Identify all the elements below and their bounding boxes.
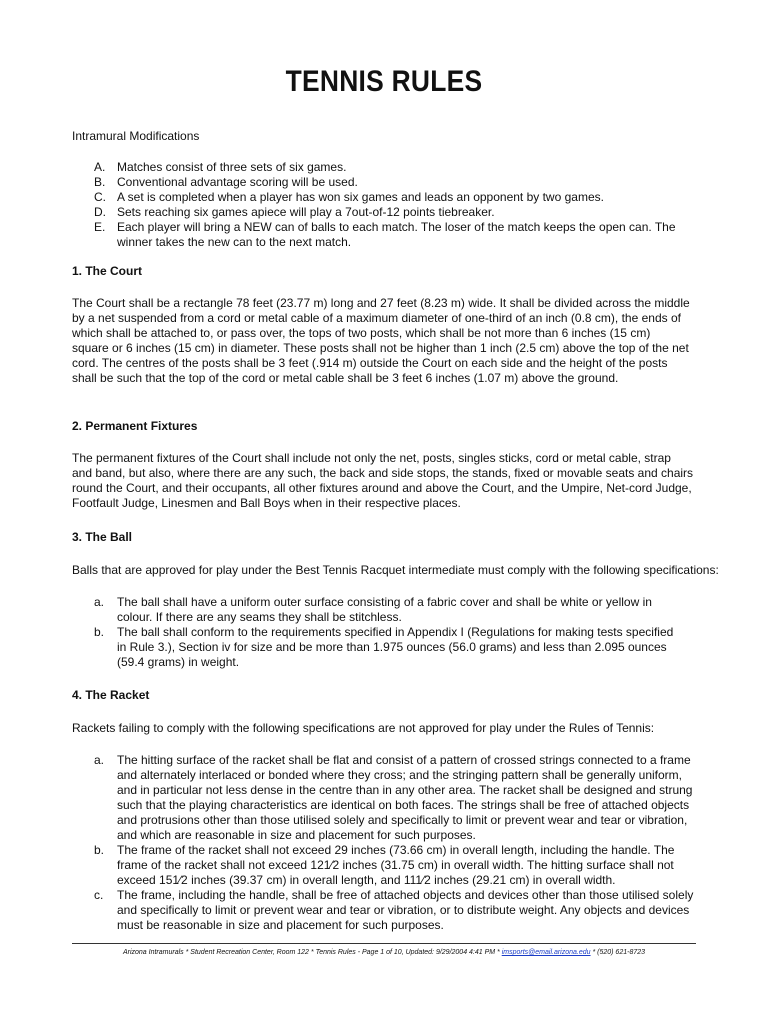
list-item: D. Sets reaching six games apiece will play a 7out-of-12 points tiebreaker.	[94, 205, 495, 219]
section-heading-ball: 3. The Ball	[72, 530, 133, 544]
list-item: a. The hitting surface of the racket shall be flat and consist of a pattern of crossed strings connected to a frame and alternately interlaced or bonded where they cross; and the stringing pattern shall be generally uniform, and in particular not less dense in the centre than in any other area. The racket shall be designed and strung such that the playing characteristics are identical on both faces. The strings shall be free of attached objects and protrusions other than those utilised solely and specifically to limit or prevent wear and tear or vibration, and which are reasonable in size and placement for such purposes.	[94, 753, 693, 842]
list-item: b. The ball shall conform to the requirements specified in Appendix I (Regulations for making tests specified in Rule 3.), Section iv for size and be more than 1.975 ounces (56.0 grams) and less than 2.095 ounces (59.4 grams) in weight.	[94, 625, 674, 669]
page-footer	[0, 948, 768, 958]
footer-divider	[72, 943, 696, 944]
section-heading-court: 1. The Court	[72, 264, 143, 278]
section-body-court: The Court shall be a rectangle 78 feet (23.77 m) long and 27 feet (8.23 m) wide. It shall be divided across the middle by a net suspended from a cord or metal cable of a maximum diameter of one-third of an inch (0.8 cm), the ends of which shall be attached to, or pass over, the tops of two posts, which shall be not more than 6 inches (15 cm) square or 6 inches (15 cm) in diameter. These posts shall not be higher than 1 inch (2.5 cm) above the top of the net cord. The centres of the posts shall be 3 feet (.914 m) outside the Court on each side and the height of the posts shall be such that the top of the cord or metal cable shall be 3 feet 6 inches (1.07 m) above the ground.	[72, 296, 690, 385]
section-body-racket: Rackets failing to comply with the following specifications are not approved for play under the Rules of Tennis:	[72, 721, 655, 735]
section-body-fixtures: The permanent fixtures of the Court shall include not only the net, posts, singles sticks, cord or metal cable, strap and band, but also, where there are any such, the back and side stops, the stands, fixed or movable seats and chairs round the Court, and their occupants, all other fixtures around and above the Court, and the Umpire, Net-cord Judge, Footfault Judge, Linesmen and Ball Boys when in their respective places.	[72, 451, 694, 510]
list-item: c. The frame, including the handle, shall be free of attached objects and devices other than those utilised solely and specifically to limit or prevent wear and tear or vibration, or to distribute weight. Any objects and devices must be reasonable in size and placement for such purposes.	[94, 888, 694, 932]
modifications-list	[72, 160, 762, 250]
section-heading-fixtures: 2. Permanent Fixtures	[72, 419, 198, 433]
section-body-ball: Balls that are approved for play under the Best Tennis Racquet intermediate must comply with the following specifications:	[72, 563, 719, 577]
ball-spec-list	[72, 595, 694, 670]
section-heading-racket: 4. The Racket	[72, 688, 150, 702]
intro-text: Intramural Modifications	[72, 129, 200, 143]
page-title: TENNIS RULES	[285, 65, 483, 98]
list-item: A. Matches consist of three sets of six games.	[94, 160, 347, 174]
list-item: E. Each player will bring a NEW can of balls to each match. The loser of the match keeps the open can. The winner takes the new can to the next match.	[94, 220, 676, 249]
racket-spec-list	[72, 753, 704, 933]
footer-text: Arizona Intramurals * Student Recreation Center, Room 122 * Tennis Rules - Page 1 of 10, Updated: 9/29/2004 4:41 PM *	[122, 949, 502, 956]
list-item: a. The ball shall have a uniform outer surface consisting of a fabric cover and shall be white or yellow in colour. If there are any seams they shall be stitchless.	[94, 595, 652, 624]
footer-phone: * (520) 621-8723	[590, 949, 646, 956]
footer-email-link[interactable]: imsports@email.arizona.edu	[501, 949, 591, 956]
list-item: B. Conventional advantage scoring will be used.	[94, 175, 358, 189]
list-item: C. A set is completed when a player has won six games and leads an opponent by two games.	[94, 190, 604, 204]
list-item: b. The frame of the racket shall not exceed 29 inches (73.66 cm) in overall length, including the handle. The frame of the racket shall not exceed 121⁄2 inches (31.75 cm) in overall width. The hitting surface shall not exceed 151⁄2 inches (39.37 cm) in overall length, and 111⁄2 inches (29.21 cm) in overall width.	[94, 843, 675, 887]
